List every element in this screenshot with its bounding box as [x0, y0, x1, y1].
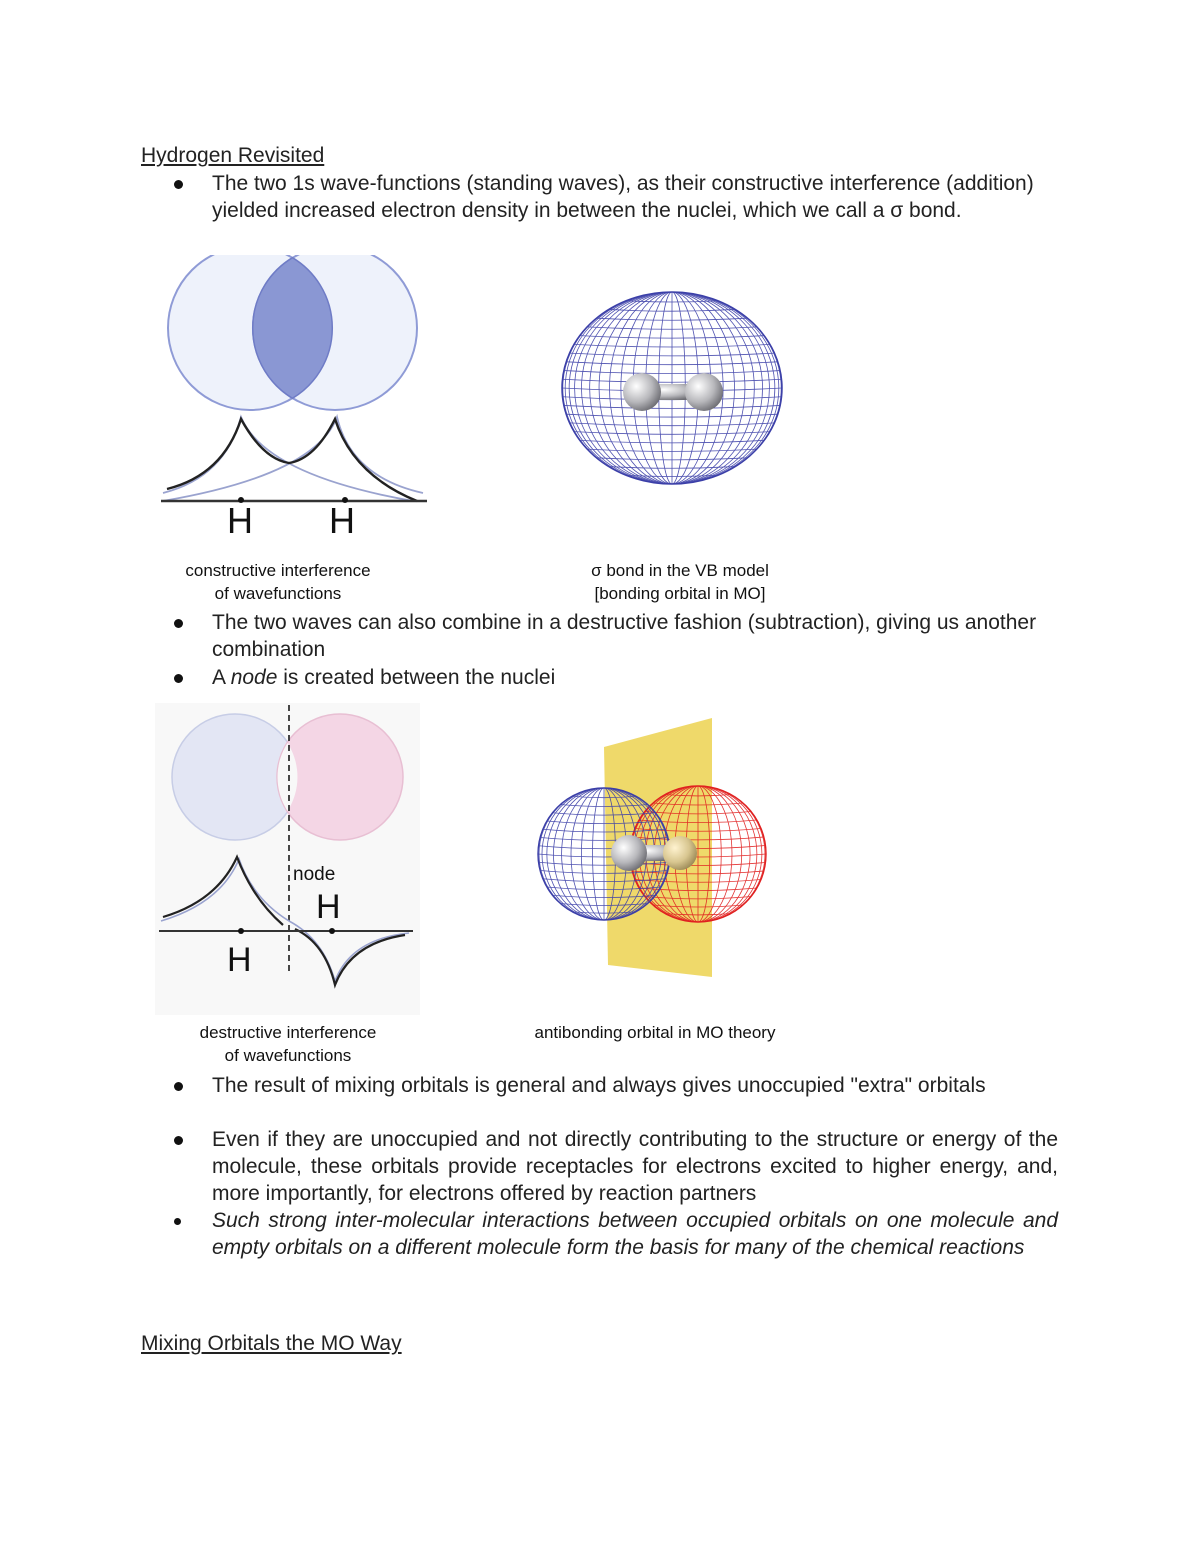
nucleus-dot — [329, 928, 335, 934]
list-item-text: The two waves can also combine in a destructive fashion (subtraction), giving us another combination — [212, 611, 1037, 661]
atom-label-h: H — [329, 500, 355, 541]
list-item-text: A node is created between the nuclei — [212, 666, 556, 689]
list-item — [170, 170, 1058, 224]
section-heading-hydrogen-revisited: Hydrogen Revisited — [141, 144, 325, 167]
list-item — [170, 1072, 1058, 1099]
bullet-icon — [174, 674, 183, 683]
figure-caption-left: destructive interference of wavefunctions — [199, 1023, 377, 1065]
bullet-icon — [174, 1218, 181, 1225]
list-item-text: Even if they are unoccupied and not directly contributing to the structure or energy of the molecule, these orbitals provide receptacles for electrons excited to higher energy, and, more importantly, for electrons offered by reaction partners — [212, 1128, 1058, 1205]
list-item-text: The two 1s wave-functions (standing waves), as their constructive interference (addition) yielded increased electron density in between the nuclei, which we call a σ bond. — [212, 172, 1034, 222]
figure-caption-left: constructive interference of wavefunctions — [185, 561, 371, 603]
italic-term: node — [230, 666, 278, 689]
wavefunction-curve-right — [163, 417, 423, 501]
list-item — [170, 1126, 1058, 1207]
nucleus-dot — [238, 928, 244, 934]
figure-caption-right: σ bond in the VB model [bonding orbital in MO] — [591, 561, 769, 603]
list-item — [170, 1207, 1058, 1261]
section-heading-mixing-orbitals: Mixing Orbitals the MO Way — [141, 1332, 402, 1355]
constructive-interference-figure — [155, 255, 435, 545]
list-item — [170, 664, 1058, 691]
sum-wavefunction-curve — [167, 419, 417, 501]
sigma-bond-orbital-figure — [550, 280, 800, 520]
hydrogen-atom-sphere — [685, 373, 723, 411]
destructive-interference-figure — [155, 703, 420, 1015]
wavefunction-curve-left — [163, 417, 413, 501]
list-item-text: Such strong inter-molecular interactions between occupied orbitals on one molecule and empty orbitals on a different molecule form the basis for many of the chemical reactions — [212, 1209, 1058, 1259]
list-item — [170, 609, 1058, 663]
list-item-text: The result of mixing orbitals is general and always gives unoccupied "extra" orbitals — [212, 1074, 986, 1097]
atom-label-h: H — [316, 888, 341, 926]
figure-caption-right: antibonding orbital in MO theory — [534, 1023, 776, 1042]
hydrogen-atom-sphere — [663, 836, 697, 870]
bullet-icon — [174, 1082, 183, 1091]
bullet-icon — [174, 1136, 183, 1145]
bullet-icon — [174, 619, 183, 628]
hydrogen-atom-sphere — [623, 373, 661, 411]
node-label: node — [293, 864, 336, 885]
atom-label-h: H — [227, 941, 252, 979]
hydrogen-atom-sphere — [611, 835, 647, 871]
antibonding-orbital-figure — [530, 715, 775, 980]
atom-label-h: H — [227, 500, 253, 541]
bullet-icon — [174, 180, 183, 189]
